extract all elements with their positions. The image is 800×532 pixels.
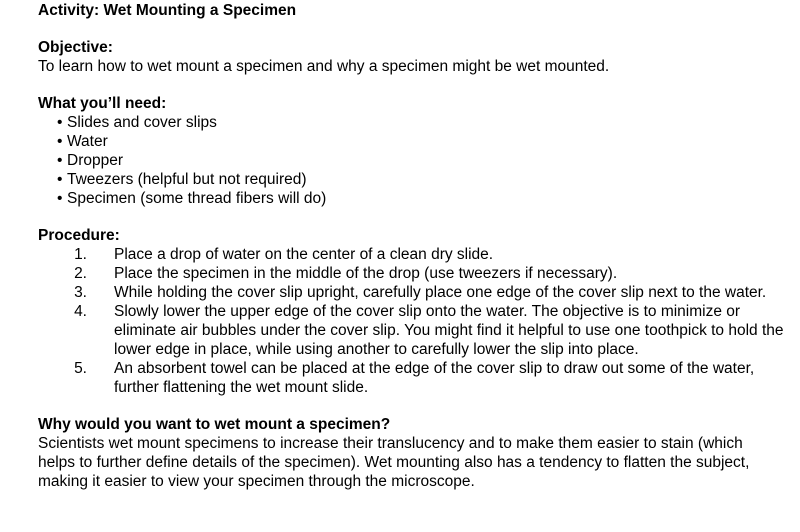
step-number: 5. [74, 360, 87, 377]
step-text: An absorbent towel can be placed at the edge of the cover slip to draw out some of the water, further flattening the wet mount slide. [114, 360, 755, 396]
objective-section [38, 38, 800, 76]
why-text: Scientists wet mount specimens to increase their translucency and to make them easier to stain (which helps to further define details of the specimen). Wet mounting also has a tendency to flatten the subject, making it easier to view your specimen through the microscope. [38, 435, 750, 490]
needs-item [57, 113, 800, 132]
bullet-icon: • [57, 152, 63, 169]
needs-item-text: Tweezers (helpful but not required) [67, 171, 307, 188]
step-number: 2. [74, 265, 87, 282]
objective-heading: Objective: [38, 39, 113, 56]
procedure-step [38, 359, 800, 397]
bullet-icon: • [57, 114, 63, 131]
procedure-step [38, 302, 800, 359]
bullet-icon: • [57, 171, 63, 188]
needs-list [38, 113, 800, 208]
procedure-step [38, 264, 800, 283]
step-number: 3. [74, 284, 87, 301]
needs-item [57, 189, 800, 208]
needs-item [57, 132, 800, 151]
procedure-section [38, 226, 800, 397]
needs-item-text: Slides and cover slips [67, 114, 217, 131]
needs-item [57, 151, 800, 170]
step-text: Place the specimen in the middle of the drop (use tweezers if necessary). [114, 265, 618, 282]
needs-section [38, 94, 800, 208]
step-text: Slowly lower the upper edge of the cover slip onto the water. The objective is to minimize or eliminate air bubbles under the cover slip. You might find it helpful to use one toothpick to hold the lower edge in place, while using another to carefully lower the slip into place. [114, 303, 784, 358]
needs-heading: What you’ll need: [38, 95, 167, 112]
step-text: While holding the cover slip upright, carefully place one edge of the cover slip next to the water. [114, 284, 767, 301]
needs-item-text: Water [67, 133, 108, 150]
needs-item-text: Specimen (some thread fibers will do) [67, 190, 327, 207]
procedure-list [38, 245, 800, 397]
objective-text: To learn how to wet mount a specimen and why a specimen might be wet mounted. [38, 58, 610, 75]
why-heading: Why would you want to wet mount a specimen? [38, 416, 391, 433]
step-number: 4. [74, 303, 87, 320]
procedure-step [38, 283, 800, 302]
step-number: 1. [74, 246, 87, 263]
why-section [38, 415, 800, 491]
step-text: Place a drop of water on the center of a clean dry slide. [114, 246, 494, 263]
bullet-icon: • [57, 190, 63, 207]
bullet-icon: • [57, 133, 63, 150]
procedure-step [38, 245, 800, 264]
needs-item-text: Dropper [67, 152, 123, 169]
needs-item [57, 170, 800, 189]
page-title: Activity: Wet Mounting a Specimen [38, 2, 297, 19]
procedure-heading: Procedure: [38, 227, 120, 244]
